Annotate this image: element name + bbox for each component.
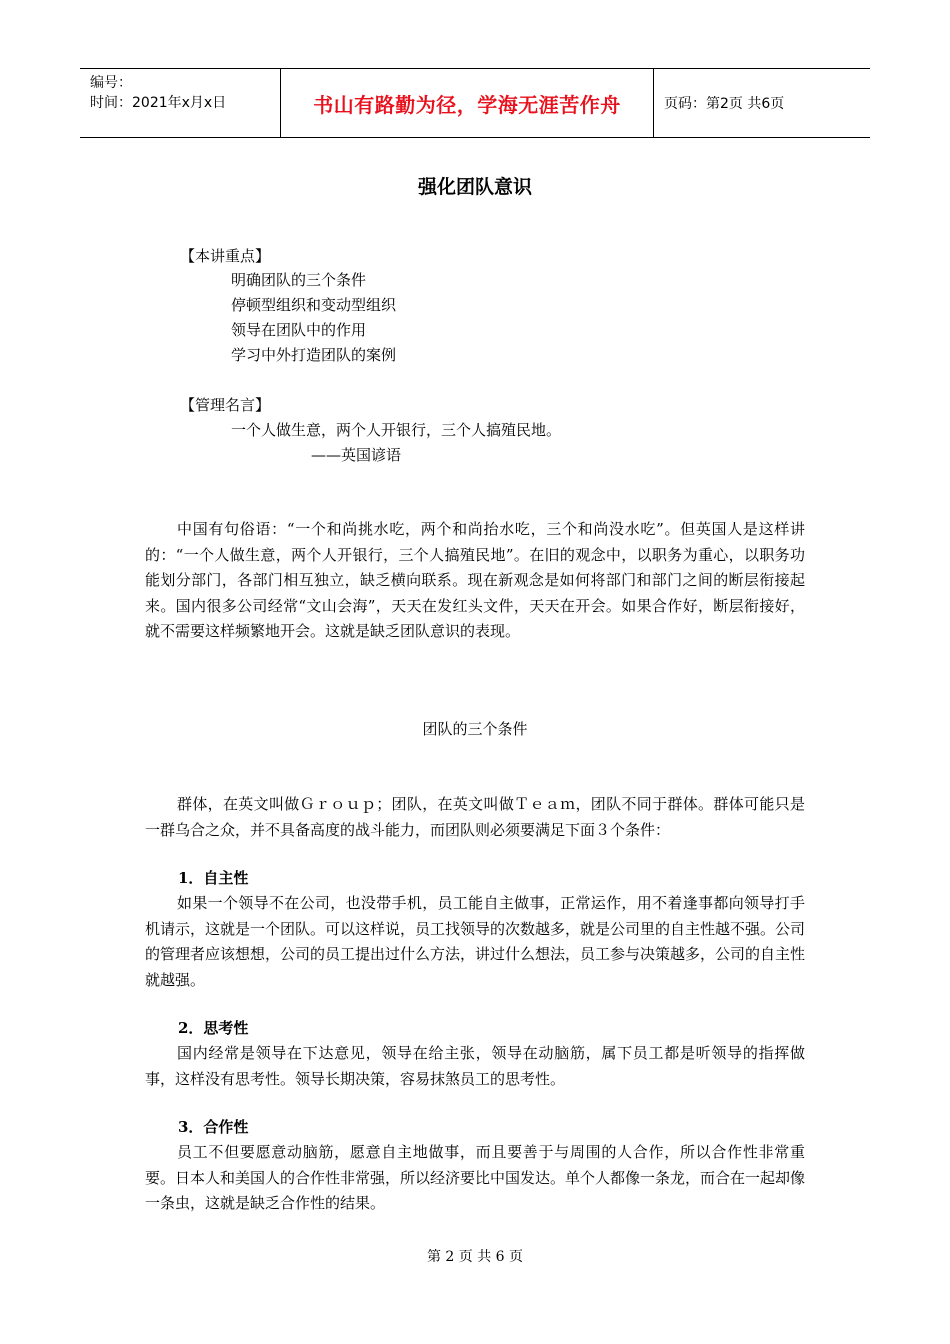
- number-label: 编号：: [90, 75, 132, 91]
- key-points-heading: 【本讲重点】: [180, 247, 271, 265]
- document-title: 强化团队意识: [417, 176, 532, 198]
- intro-paragraph: 中国有句俗语：“一个和尚挑水吃，两个和尚抬水吃，三个和尚没水吃”。但英国人是这样讲的：“一个人做生意，两个人开银行，三个人搞殖民地”。在旧的观念中，以职务为重心，以职务功能划分部门，各部门相互独立，缺乏横向联系。现在新观念是如何将部门和部门之间的断层衔接起来。国内很多公司经常“文山会海”，天天在发红头文件，天天在开会。如果合作好，断层衔接好，就不需要这样频繁地开会。这就是缺乏团队意识的表现。: [145, 520, 805, 640]
- motto-text: 书山有路勤为径，学海无涯苦作舟: [313, 92, 621, 117]
- quote-text: 一个人做生意，两个人开银行，三个人搞殖民地。: [231, 421, 562, 439]
- condition-text: 如果一个领导不在公司，也没带手机，员工能自主做事，正常运作，用不着逢事都向领导打手机请示，这就是一个团队。可以这样说，员工找领导的次数越多，就是公司里的自主性越不强。公司的管理者应该想想，公司的员工提出过什么方法，讲过什么想法，员工参与决策越多，公司的自主性就越强。: [145, 894, 806, 989]
- date-label: 时间：2021年x月x日: [90, 95, 227, 111]
- condition-text: 国内经常是领导在下达意见，领导在给主张，领导在动脑筋，属下员工都是听领导的指挥做事，这样没有思考性。领导长期决策，容易抹煞员工的思考性。: [145, 1044, 805, 1088]
- section-title: 团队的三个条件: [422, 720, 528, 738]
- condition-heading: 1．自主性: [178, 869, 249, 887]
- header-motto-cell: [280, 69, 654, 137]
- quote-heading: 【管理名言】: [180, 396, 271, 414]
- key-points-list: [231, 268, 396, 368]
- key-point-item: 领导在团队中的作用: [231, 321, 367, 339]
- key-point-item: 学习中外打造团队的案例: [231, 346, 397, 364]
- header-info: [80, 69, 280, 137]
- condition-text: 员工不但要愿意动脑筋，愿意自主地做事，而且要善于与周围的人合作，所以合作性非常重要。日本人和美国人的合作性非常强，所以经济要比中国发达。单个人都像一条龙，而合在一起却像一条虫，这就是缺乏合作性的结果。: [145, 1143, 806, 1212]
- header-page-cell: [654, 69, 870, 137]
- quote-source: ——英国谚语: [311, 446, 402, 464]
- page-footer: 第 2 页 共 6 页: [426, 1249, 524, 1265]
- key-point-item: 明确团队的三个条件: [231, 271, 367, 289]
- page-label: 页码：第2页 共6页: [664, 96, 785, 112]
- condition-heading: 3．合作性: [178, 1118, 249, 1136]
- condition-heading: 2．思考性: [178, 1019, 249, 1037]
- key-point-item: 停顿型组织和变动型组织: [231, 296, 397, 314]
- page-header: [80, 68, 870, 138]
- section-intro-paragraph: 群体，在英文叫做Ｇｒｏｕｐ；团队，在英文叫做Ｔｅａｍ，团队不同于群体。群体可能只是一群乌合之众，并不具备高度的战斗能力，而团队则必须要满足下面３个条件：: [145, 795, 805, 839]
